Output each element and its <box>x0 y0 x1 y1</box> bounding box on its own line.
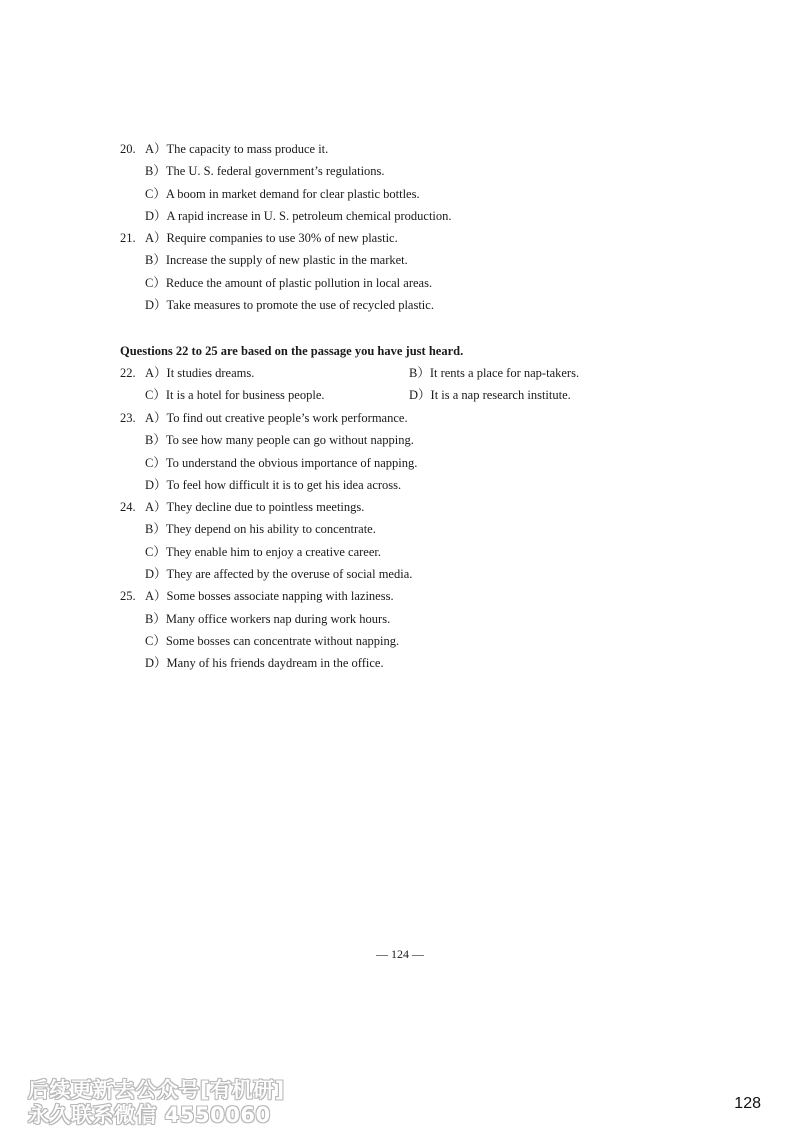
option-text: A）Require companies to use 30% of new plastic. <box>145 231 398 246</box>
option-text: A）Some bosses associate napping with laziness. <box>145 589 394 604</box>
question-number: 22. <box>120 366 136 380</box>
option-text: D）A rapid increase in U. S. petroleum chemical production. <box>145 208 452 223</box>
option-text: D）Take measures to promote the use of recycled plastic. <box>145 298 434 313</box>
option-text: D）It is a nap research institute. <box>409 388 571 403</box>
question-25-option-c <box>120 630 680 652</box>
option-text: D）To feel how difficult it is to get his idea across. <box>145 477 402 492</box>
option-text: B）To see how many people can go without napping. <box>145 433 414 448</box>
question-25-option-d <box>120 652 680 674</box>
question-24-option-c <box>120 541 680 563</box>
page-number: — 124 — <box>376 947 424 961</box>
option-text: A）They decline due to pointless meetings. <box>145 500 365 515</box>
question-21-option-b <box>120 249 680 271</box>
watermark <box>28 1078 285 1128</box>
option-text: C）Some bosses can concentrate without napping. <box>145 633 400 648</box>
question-24-option-d <box>120 563 680 585</box>
section-heading: Questions 22 to 25 are based on the passage you have just heard. <box>120 344 464 358</box>
question-20-option-b <box>120 160 680 182</box>
question-22-row-2 <box>120 384 680 406</box>
question-number: 25. <box>120 589 136 604</box>
option-text: B）It rents a place for nap-takers. <box>409 366 580 380</box>
corner-page-number: 128 <box>734 1095 761 1112</box>
option-text: C）To understand the obvious importance of napping. <box>145 455 418 470</box>
question-23-option-b <box>120 429 680 451</box>
question-23-option-a <box>120 407 680 429</box>
question-24-option-a <box>120 496 680 518</box>
option-text: B）The U. S. federal government’s regulations. <box>145 164 385 179</box>
watermark-line-2: 永久联系微信 4550060 <box>28 1103 271 1127</box>
option-text: B）Many office workers nap during work hours. <box>145 611 391 626</box>
question-22-row-1 <box>120 362 680 384</box>
question-23-option-c <box>120 452 680 474</box>
option-text: C）Reduce the amount of plastic pollution in local areas. <box>145 275 433 290</box>
question-20-option-c <box>120 183 680 205</box>
option-text: B）They depend on his ability to concentrate. <box>145 522 376 537</box>
question-number: 23. <box>120 411 136 425</box>
question-24-option-b <box>120 518 680 540</box>
option-text: A）It studies dreams. <box>145 366 255 380</box>
question-23-option-d <box>120 474 680 496</box>
question-number: 20. <box>120 142 136 156</box>
option-text: D）Many of his friends daydream in the office. <box>145 656 384 671</box>
question-25-option-a <box>120 585 680 607</box>
question-20-option-a <box>120 138 680 160</box>
option-text: C）They enable him to enjoy a creative career. <box>145 544 382 559</box>
option-text: C）A boom in market demand for clear plastic bottles. <box>145 186 420 201</box>
option-text: D）They are affected by the overuse of social media. <box>145 567 413 582</box>
question-22 <box>120 362 680 407</box>
questions-20-21 <box>120 138 680 316</box>
question-21-option-d <box>120 294 680 316</box>
option-text: B）Increase the supply of new plastic in the market. <box>145 253 408 268</box>
question-21-option-a <box>120 227 680 249</box>
option-text: C）It is a hotel for business people. <box>145 388 325 403</box>
question-20-option-d <box>120 205 680 227</box>
question-number: 21. <box>120 231 136 246</box>
question-21-option-c <box>120 272 680 294</box>
watermark-line-1: 后续更新去公众号[有机研] <box>28 1078 285 1102</box>
questions-23-25 <box>120 407 680 675</box>
option-text: A）To find out creative people’s work performance. <box>145 411 408 425</box>
question-number: 24. <box>120 500 136 515</box>
option-text: A）The capacity to mass produce it. <box>145 142 329 156</box>
question-25-option-b <box>120 608 680 630</box>
